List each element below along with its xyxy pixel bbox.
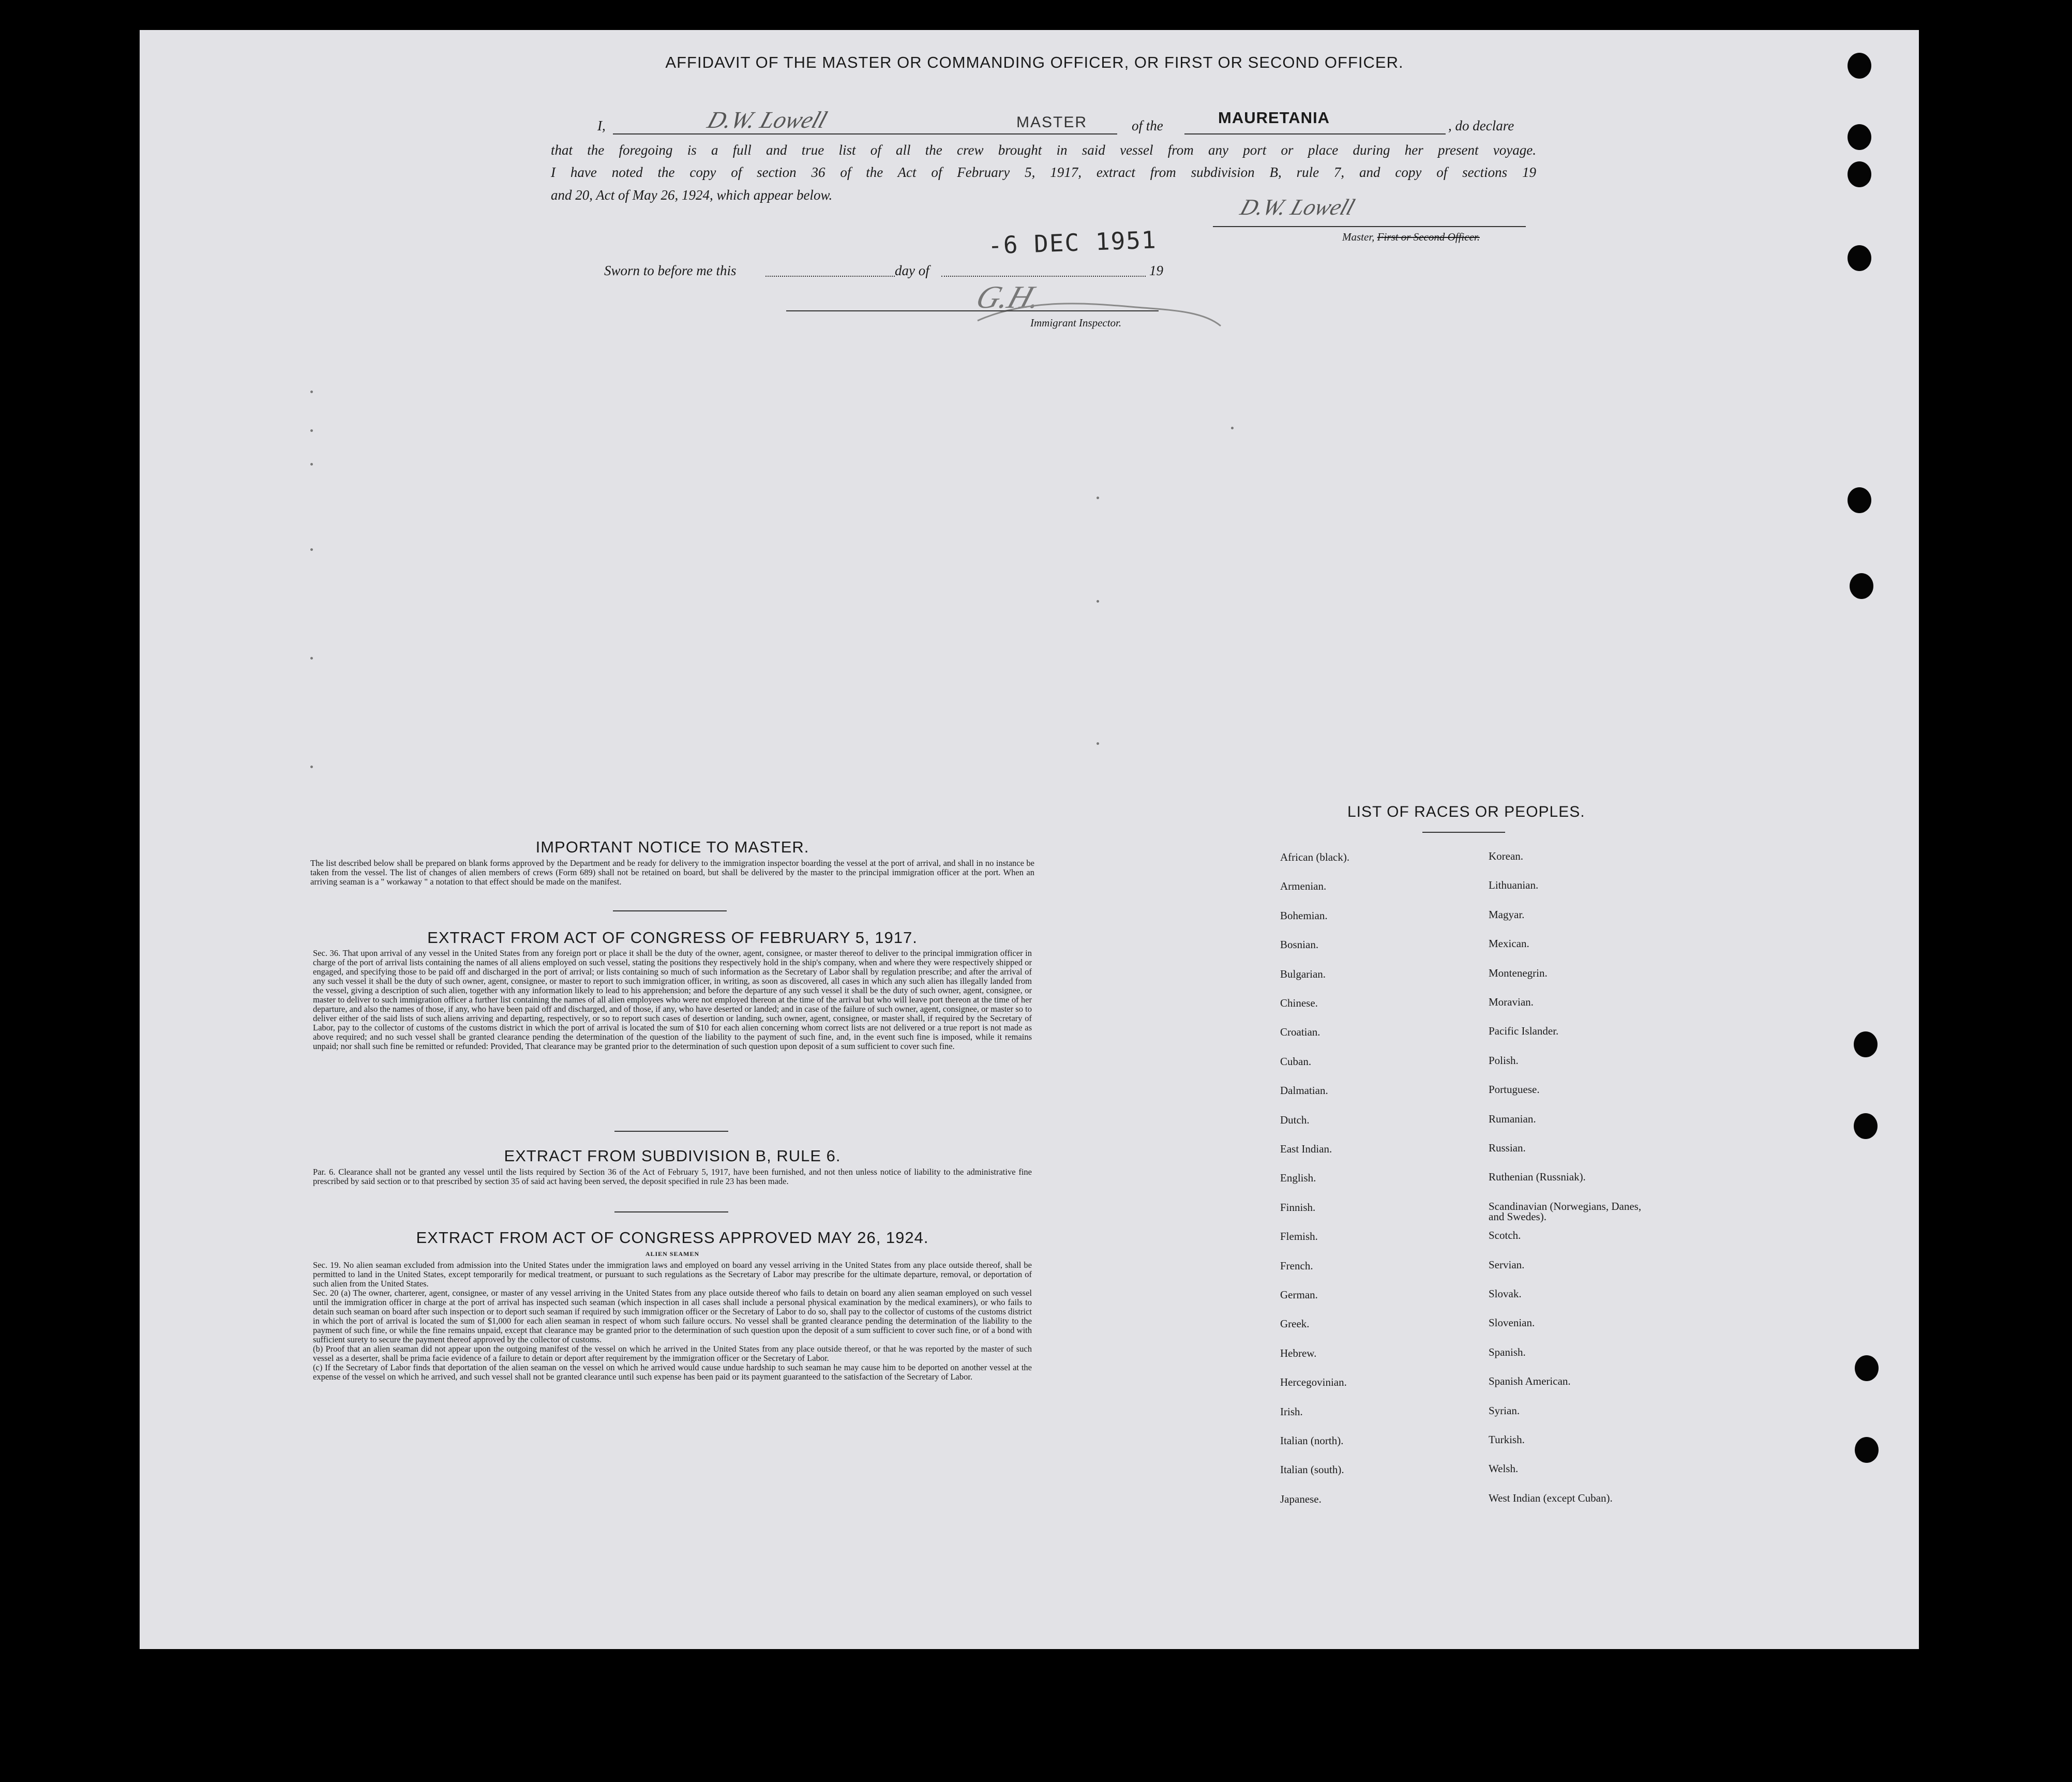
race-entry: Mexican.	[1489, 937, 1529, 950]
race-entry: East Indian.	[1280, 1143, 1332, 1155]
race-entry: Italian (north).	[1280, 1434, 1344, 1447]
punch-hole	[1848, 161, 1871, 187]
sworn-text: Sworn to before me this	[604, 263, 737, 278]
race-entry: Pacific Islander.	[1489, 1025, 1559, 1038]
punch-hole	[1848, 487, 1871, 513]
extract-1917-body: Sec. 36. That upon arrival of any vessel in the United States from any foreign port or place it shall be the duty of the owner, agent, consignee, or master thereof to deliver to the principal immigration officer in charge of the port of arrival lists containing the names of all aliens employed on such vessel, stating the positions they respectively hold in the ship's company, when and where they were respectively shipped or engaged, and specifying those to be paid off and discharged in the port of arrival; or lists containing so much of such information as the Secretary of Labor shall by regulation prescribe; and after the arrival of any such vessel it shall be the duty of such owner, agent, consignee, or master to report to such immigration officer, in writing, as soon as discovered, all cases in which any such alien has illegally landed from the vessel, giving a description of such alien, together with any information likely to lead to his apprehension; and before the departure of any such vessel it shall be the duty of such owner, agent, consignee, or master to deliver to such immigration officer a further list containing the names of all alien employees who were not employed thereon at the time of the arrival but who will leave port thereon at the time of her departure, and also the names of those, if any, who have been paid off and discharged, and of those, if any, who have deserted or landed; and in case of the failure of such owner, agent, consignee, or master so to deliver either of the said lists of such aliens arriving and departing, respectively, or so to report such cases of desertion or landing, such owner, agent, consignee, or master shall, if required by the Secretary of Labor, pay to the collector of customs of the customs district in which the port of arrival is located the sum of $10 for each alien concerning whom correct lists are not delivered or a true report is not made as above required; and no such vessel shall be granted clearance pending the determination of the question of the liability to the payment of such fine, and, in the event such fine is imposed, while it remains unpaid; nor shall such fine be remitted or refunded: Provided, That clearance may be granted prior to the determination of such question upon deposit of a sum sufficient to cover such fine.	[313, 948, 1032, 1051]
race-entry: Armenian.	[1280, 880, 1327, 893]
race-entry: Moravian.	[1489, 996, 1534, 1008]
race-entry: Lithuanian.	[1489, 879, 1539, 892]
date-stamp: -6 DEC 1951	[987, 226, 1158, 260]
punch-hole	[1848, 53, 1871, 79]
punch-hole	[1854, 1031, 1878, 1057]
race-entry: Japanese.	[1280, 1492, 1322, 1505]
scan-speck	[310, 429, 313, 432]
affidavit-line-4: and 20, Act of May 26, 1924, which appear below.	[551, 187, 833, 203]
race-entry: Chinese.	[1280, 997, 1318, 1009]
master-caption: Master,	[1342, 231, 1375, 243]
race-entry: Korean.	[1489, 850, 1524, 862]
sec-20b-text: (b) Proof that an alien seaman did not appear upon the outgoing manifest of the vessel on which he arrived in the United States from any place outside thereof, or that he was reported by the master of such vessel as a deserter, shall be prima facie evidence of a failure to detain or deport after requirement by the immigration officer or the Secretary of Labor.	[313, 1344, 1032, 1363]
sec-19-text: Sec. 19. No alien seaman excluded from admission into the United States under the immigration laws and employed on board any vessel arriving in the United States from any place outside thereof, shall be permitted to land in the United States, except temporarily for medical treatment, or pursuant to such regulations as the Secretary of Labor may prescribe for the ultimate departure, removal, or deportation of such alien from the United States.	[313, 1260, 1032, 1289]
race-entry: Montenegrin.	[1489, 966, 1548, 979]
race-entry: Ruthenian (Russniak).	[1489, 1171, 1586, 1184]
struck-officer-caption: First or Second Officer.	[1377, 231, 1480, 243]
race-entry: Spanish.	[1489, 1345, 1526, 1358]
inspector-caption: Immigrant Inspector.	[1030, 317, 1122, 329]
race-entry: Hebrew.	[1280, 1346, 1317, 1359]
divider	[614, 1131, 728, 1132]
sec-20c-text: (c) If the Secretary of Labor finds that deportation of the alien seaman on the vessel on which he arrived would cause undue hardship to such seaman he may cause him to be deported on another vessel at the expense of the vessel on which he arrived, and such vessel shall not be granted clearance until such expense has been paid or its payment guaranteed to the satisfaction of the Secretary of Labor.	[313, 1362, 1032, 1382]
scan-speck	[1097, 742, 1099, 745]
race-entry: Bosnian.	[1280, 938, 1319, 951]
race-entry: Dutch.	[1280, 1113, 1310, 1126]
race-entry: Welsh.	[1489, 1462, 1519, 1475]
race-entry: Syrian.	[1489, 1404, 1520, 1417]
punch-hole	[1850, 573, 1873, 599]
scan-speck	[1097, 600, 1099, 603]
race-entry: Spanish American.	[1489, 1375, 1571, 1388]
vessel-blank-line	[1184, 133, 1446, 134]
sworn-day-of: day of	[895, 263, 929, 278]
punch-hole	[1848, 245, 1871, 271]
race-entry: English.	[1280, 1172, 1316, 1185]
race-entry: French.	[1280, 1259, 1313, 1272]
master-signature: D.W. Lowell	[704, 107, 831, 133]
scan-speck	[310, 766, 313, 768]
race-entry: Bulgarian.	[1280, 967, 1326, 980]
race-entry: Hercegovinian.	[1280, 1376, 1347, 1389]
race-entry: Polish.	[1489, 1054, 1519, 1067]
race-entry: Servian.	[1489, 1258, 1525, 1271]
day-blank-line	[765, 276, 895, 277]
scan-speck	[1097, 497, 1099, 499]
signature-caption	[1342, 231, 1480, 244]
signature-line	[1213, 226, 1526, 227]
sworn-year-prefix: 19	[1149, 263, 1163, 278]
divider	[1422, 832, 1505, 833]
race-entry: Flemish.	[1280, 1230, 1318, 1243]
inspector-signature: G.H.	[972, 280, 1046, 315]
race-entry: Scotch.	[1489, 1229, 1521, 1242]
race-entry: Rumanian.	[1489, 1112, 1536, 1125]
race-entry: Slovak.	[1489, 1287, 1522, 1300]
punch-hole	[1855, 1437, 1879, 1463]
race-entry: Cuban.	[1280, 1055, 1312, 1068]
divider	[614, 1211, 728, 1212]
race-entry: German.	[1280, 1289, 1318, 1301]
master-signature-2: D.W. Lowell	[1237, 194, 1358, 220]
inspector-line	[786, 310, 1159, 311]
sec-20a-text: Sec. 20 (a) The owner, charterer, agent, consignee, or master of any vessel arriving in the United States from any place outside thereof who fails to detain on board any alien seaman employed on such vessel until the immigration officer in charge at the port of arrival has inspected such seaman (which inspection in all cases shall include a personal physical examination by the medical examiners), or who fails to detain such seaman on board after such inspection or to deport such seaman if required by such immigration officer or the Secretary of Labor to do so, shall pay to the collector of customs of the customs district in which the port of arrival is located the sum of $1,000 for each alien seaman in respect of whom such failure occurs. No vessel shall be granted clearance pending the determination of the liability to the payment of such fine, or while the fine remains unpaid, except that clearance may be granted prior to the determination of such question upon the deposit of a sum sufficient to cover such fine, or of a bond with sufficient surety to secure the payment thereof approved by the collector of customs.	[313, 1288, 1032, 1344]
race-entry: Dalmatian.	[1280, 1084, 1328, 1097]
race-entry: Irish.	[1280, 1405, 1303, 1418]
subdivision-b-title: EXTRACT FROM SUBDIVISION B, RULE 6.	[504, 1147, 841, 1165]
scan-speck	[310, 657, 313, 660]
rank-stamp: MASTER	[1016, 114, 1088, 131]
extract-1917-title: EXTRACT FROM ACT OF CONGRESS OF FEBRUARY 5, 1917.	[427, 929, 918, 947]
race-entry: Croatian.	[1280, 1026, 1320, 1039]
race-entry: Turkish.	[1489, 1433, 1525, 1446]
race-entry: Italian (south).	[1280, 1463, 1344, 1476]
alien-seamen-subtitle: ALIEN SEAMEN	[645, 1250, 700, 1257]
extract-1924-title: EXTRACT FROM ACT OF CONGRESS APPROVED MAY 26, 1924.	[416, 1229, 929, 1247]
notice-title: IMPORTANT NOTICE TO MASTER.	[535, 838, 809, 856]
race-entry: Bohemian.	[1280, 909, 1328, 922]
affidavit-title: AFFIDAVIT OF THE MASTER OR COMMANDING OFFICER, OR FIRST OR SECOND OFFICER.	[665, 53, 1404, 71]
punch-hole	[1855, 1355, 1879, 1381]
races-title: LIST OF RACES OR PEOPLES.	[1347, 803, 1585, 820]
race-entry: African (black).	[1280, 851, 1350, 863]
race-entry: West Indian (except Cuban).	[1489, 1491, 1613, 1504]
month-blank-line	[941, 276, 1146, 277]
affidavit-do-declare: , do declare	[1448, 118, 1514, 133]
race-entry: Greek.	[1280, 1317, 1310, 1330]
punch-hole	[1848, 124, 1871, 150]
race-entry: Slovenian.	[1489, 1316, 1535, 1329]
race-entry: Finnish.	[1280, 1201, 1316, 1214]
affidavit-line-2: that the foregoing is a full and true list of all the crew brought in said vessel from any port or place during her present voyage.	[551, 142, 1536, 158]
race-entry: Portuguese.	[1489, 1083, 1540, 1096]
scan-speck	[310, 391, 313, 393]
scan-speck	[310, 548, 313, 551]
affidavit-line-3: I have noted the copy of section 36 of the Act of February 5, 1917, extract from subdivision B, rule 7, and copy of sections 19	[551, 164, 1536, 180]
scan-speck	[310, 463, 313, 466]
extract-1924-body	[313, 1261, 1032, 1382]
affidavit-i-label: I,	[597, 118, 606, 133]
punch-hole	[1854, 1113, 1878, 1139]
vessel-name: MAURETANIA	[1218, 109, 1330, 127]
race-entry: Scandinavian (Norwegians, Danes, and Swedes).	[1489, 1200, 1642, 1223]
divider	[613, 910, 727, 911]
race-entry: Russian.	[1489, 1142, 1526, 1154]
race-entry: Magyar.	[1489, 908, 1525, 921]
affidavit-of-the: of the	[1132, 118, 1163, 133]
subdivision-b-body: Par. 6. Clearance shall not be granted any vessel until the lists required by Section 36 of the Act of February 5, 1917, have been furnished, and not then unless notice of liability to the administrative fine prescribed by said section or to that prescribed by section 35 of said act having been served, the deposit specified in rule 23 has been made.	[313, 1167, 1032, 1186]
name-blank-line	[613, 133, 1117, 134]
notice-body: The list described below shall be prepared on blank forms approved by the Department and be ready for delivery to the immigration inspector boarding the vessel at the port of arrival, and shall in no instance be taken from the vessel. The list of changes of alien members of crews (Form 689) shall not be retained on board, but shall be delivered by the master to the principal immigration officer at the port. When an arriving seaman is a " workaway " a notation to that effect should be made on the manifest.	[310, 858, 1034, 887]
scan-speck	[1231, 427, 1234, 429]
